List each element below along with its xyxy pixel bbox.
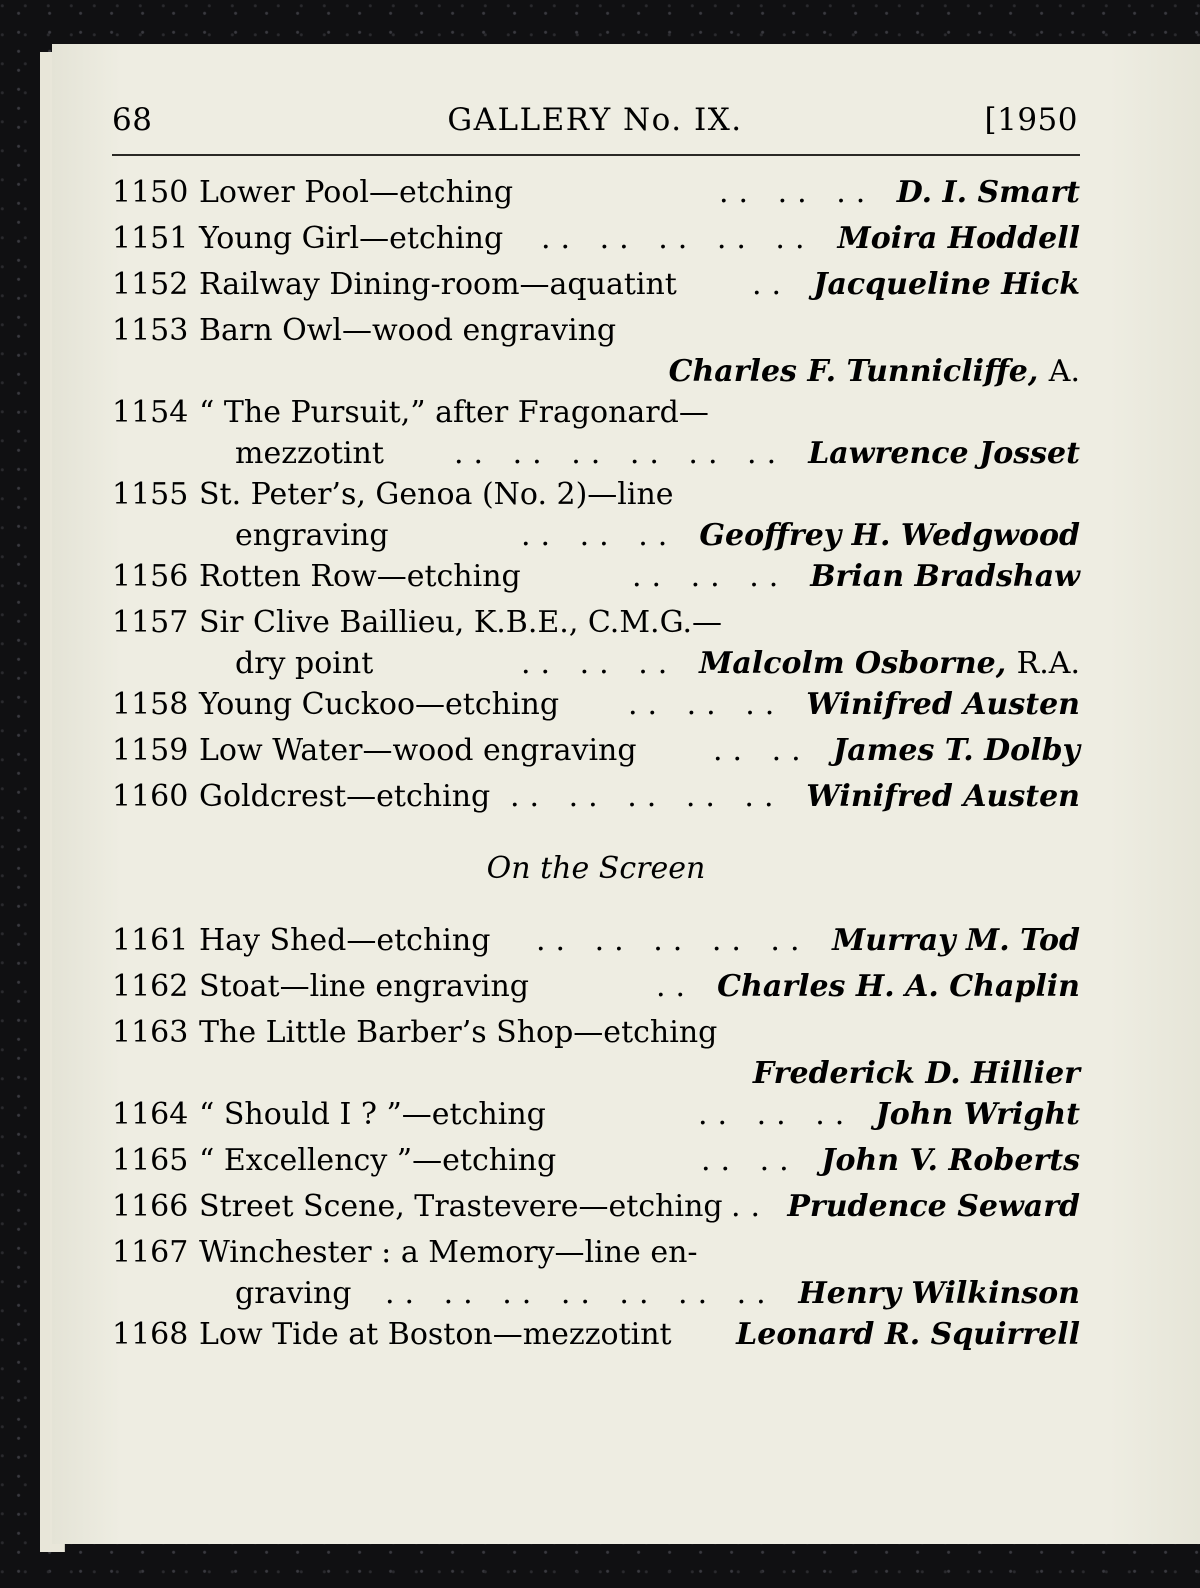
leader-dots: .. .. .. [698, 1097, 855, 1132]
artist-distinction: A. [1048, 354, 1080, 389]
leader-dots: .. .. .. [628, 687, 785, 722]
artist-name [897, 170, 1080, 216]
entry-number: 1155 [112, 477, 189, 512]
catalogue-entry [112, 964, 1080, 1010]
catalogue-entry [112, 600, 1080, 682]
artist-name [753, 1056, 1080, 1092]
entry-row [112, 554, 1080, 600]
entry-row [112, 728, 1080, 774]
entry-row [112, 964, 1080, 1010]
entry-title-continued: dry point [235, 646, 374, 681]
entry-group-screen [112, 918, 1080, 1358]
artist-name [699, 646, 1080, 682]
catalogue-entry [112, 170, 1080, 216]
artist-name [806, 774, 1080, 820]
entry-row [112, 472, 1080, 518]
entry-title: “ Excellency ”—etching [199, 1143, 557, 1178]
catalogue-entry [112, 472, 1080, 554]
artist-name-text: Prudence Seward [787, 1189, 1080, 1224]
entry-number: 1162 [112, 969, 189, 1004]
entry-title: Low Water—wood engraving [199, 733, 637, 768]
entry-number: 1159 [112, 733, 189, 768]
entry-group-main [112, 170, 1080, 820]
entry-row [112, 170, 1080, 216]
entry-number: 1156 [112, 559, 189, 594]
leader-dots: .. .. .. [521, 518, 678, 553]
artist-name-text: Winifred Austen [806, 779, 1080, 814]
entry-title: Street Scene, Trastevere—etching [199, 1189, 723, 1224]
artist-name [876, 1092, 1080, 1138]
entry-title: Young Cuckoo—etching [199, 687, 560, 722]
artist-name-text: Malcolm Osborne, [699, 646, 1007, 681]
entry-number: 1150 [112, 175, 189, 210]
entry-row [112, 1312, 1080, 1358]
leader-dots: .. .. .. .. .. .. .. [385, 1276, 776, 1311]
artist-name-text: John Wright [875, 1097, 1080, 1132]
artist-name-text: Jacqueline Hick [813, 267, 1080, 302]
artist-name [806, 682, 1080, 728]
entry-title: Low Tide at Boston—mezzotint [199, 1317, 672, 1352]
catalogue-entry [112, 308, 1080, 390]
entry-number: 1152 [112, 267, 189, 302]
catalogue-entry [112, 390, 1080, 472]
leader-dots: .. .. .. .. .. [541, 221, 815, 256]
entry-row [112, 1092, 1080, 1138]
artist-name-text: Leonard R. Squirrell [736, 1317, 1080, 1352]
page-header [112, 102, 1078, 150]
artist-name-text: James T. Dolby [833, 733, 1080, 768]
entry-title: Barn Owl—wood engraving [199, 313, 617, 348]
entry-row [112, 600, 1080, 646]
leader-dots: .. .. .. [521, 646, 678, 681]
artist-name-text: John V. Roberts [821, 1143, 1080, 1178]
entry-title-continued: engraving [235, 518, 389, 553]
leader-dots: .. .. .. .. .. .. [454, 436, 787, 471]
entry-title: The Little Barber’s Shop—etching [199, 1015, 718, 1050]
artist-name-text: Frederick D. Hillier [752, 1056, 1080, 1091]
artist-name [810, 554, 1080, 600]
leader-dots: .. .. [701, 1143, 799, 1178]
entry-number: 1158 [112, 687, 189, 722]
entry-number: 1160 [112, 779, 189, 814]
artist-name [699, 518, 1080, 554]
header-rule [112, 154, 1080, 156]
entry-title: Stoat—line engraving [199, 969, 529, 1004]
leader-dots: .. .. .. .. .. [536, 923, 810, 958]
page-number: 68 [112, 102, 153, 138]
entry-number: 1153 [112, 313, 189, 348]
catalogue-entry [112, 918, 1080, 964]
catalogue-entry [112, 216, 1080, 262]
gallery-title: GALLERY No. IX. [447, 102, 743, 138]
artist-name-text: Charles H. A. Chaplin [717, 969, 1080, 1004]
entry-number: 1168 [112, 1317, 189, 1352]
entry-artist-row [112, 1056, 1080, 1092]
artist-name [787, 1184, 1080, 1230]
entry-title: Railway Dining-room—aquatint [199, 267, 677, 302]
artist-name [808, 436, 1080, 472]
artist-name-text: Henry Wilkinson [798, 1276, 1080, 1311]
catalogue-entry [112, 1312, 1080, 1358]
catalogue-entry [112, 728, 1080, 774]
catalogue-entry [112, 774, 1080, 820]
entry-row [112, 1230, 1080, 1276]
catalogue-entry [112, 1010, 1080, 1092]
entry-title: Winchester : a Memory—line en- [199, 1235, 698, 1270]
catalogue-list [112, 170, 1080, 1358]
entry-continuation-row [112, 1276, 1080, 1312]
leader-dots: .. .. .. [719, 175, 876, 210]
entry-row [112, 1184, 1080, 1230]
entry-row [112, 1138, 1080, 1184]
artist-name-text: Geoffrey H. Wedgwood [699, 518, 1080, 553]
section-heading: On the Screen [486, 851, 706, 886]
artist-name [821, 1138, 1080, 1184]
entry-title-continued: mezzotint [235, 436, 384, 471]
artist-name-text: Lawrence Josset [808, 436, 1080, 471]
artist-name-text: Moira Hoddell [837, 221, 1080, 256]
artist-name [813, 262, 1080, 308]
catalogue-entry [112, 554, 1080, 600]
artist-name-text: Winifred Austen [806, 687, 1080, 722]
entry-title: “ Should I ? ”—etching [199, 1097, 546, 1132]
entry-title: Rotten Row—etching [199, 559, 521, 594]
entry-number: 1151 [112, 221, 189, 256]
entry-title: St. Peter’s, Genoa (No. 2)—line [199, 477, 674, 512]
entry-row [112, 774, 1080, 820]
leader-dots: .. .. .. .. .. [510, 779, 784, 814]
entry-title: Young Girl—etching [199, 221, 504, 256]
artist-name [833, 728, 1080, 774]
artist-name-text: D. I. Smart [896, 175, 1080, 210]
entry-number: 1164 [112, 1097, 189, 1132]
entry-continuation-row [112, 646, 1080, 682]
entry-row [112, 308, 1080, 354]
leader-dots: .. [656, 969, 696, 1004]
artist-name [736, 1312, 1080, 1358]
entry-continuation-row [112, 518, 1080, 554]
entry-row [112, 918, 1080, 964]
catalogue-entry [112, 1230, 1080, 1312]
entry-title-continued: graving [235, 1276, 352, 1311]
entry-continuation-row [112, 436, 1080, 472]
year-marker: [1950 [984, 102, 1078, 138]
entry-row [112, 216, 1080, 262]
artist-name [798, 1276, 1080, 1312]
artist-name [838, 216, 1081, 262]
artist-name-text: Murray M. Tod [832, 923, 1080, 958]
entry-title: Lower Pool—etching [199, 175, 514, 210]
leader-dots: .. [752, 267, 792, 302]
entry-number: 1165 [112, 1143, 189, 1178]
entry-artist-row [112, 354, 1080, 390]
entry-number: 1157 [112, 605, 189, 640]
artist-name [717, 964, 1080, 1010]
catalogue-entry [112, 1138, 1080, 1184]
entry-row [112, 682, 1080, 728]
entry-number: 1166 [112, 1189, 189, 1224]
leader-dots: .. [731, 1189, 771, 1224]
entry-row [112, 1010, 1080, 1056]
entry-row [112, 262, 1080, 308]
entry-number: 1161 [112, 923, 189, 958]
catalogue-entry [112, 682, 1080, 728]
entry-title: Hay Shed—etching [199, 923, 491, 958]
catalogue-entry [112, 262, 1080, 308]
leader-dots: .. .. [713, 733, 811, 768]
entry-row [112, 390, 1080, 436]
entry-title: “ The Pursuit,” after Fragonard— [199, 395, 709, 430]
catalogue-entry [112, 1092, 1080, 1138]
artist-name [669, 354, 1080, 390]
leader-dots: .. .. .. [632, 559, 789, 594]
artist-distinction: R.A. [1016, 646, 1080, 681]
entry-title: Goldcrest—etching [199, 779, 491, 814]
catalogue-entry [112, 1184, 1080, 1230]
artist-name [832, 918, 1080, 964]
artist-name-text: Charles F. Tunnicliffe, [668, 354, 1039, 389]
entry-number: 1154 [112, 395, 189, 430]
entry-number: 1167 [112, 1235, 189, 1270]
entry-number: 1163 [112, 1015, 189, 1050]
entry-title: Sir Clive Baillieu, K.B.E., C.M.G.— [199, 605, 723, 640]
artist-name-text: Brian Bradshaw [810, 559, 1080, 594]
